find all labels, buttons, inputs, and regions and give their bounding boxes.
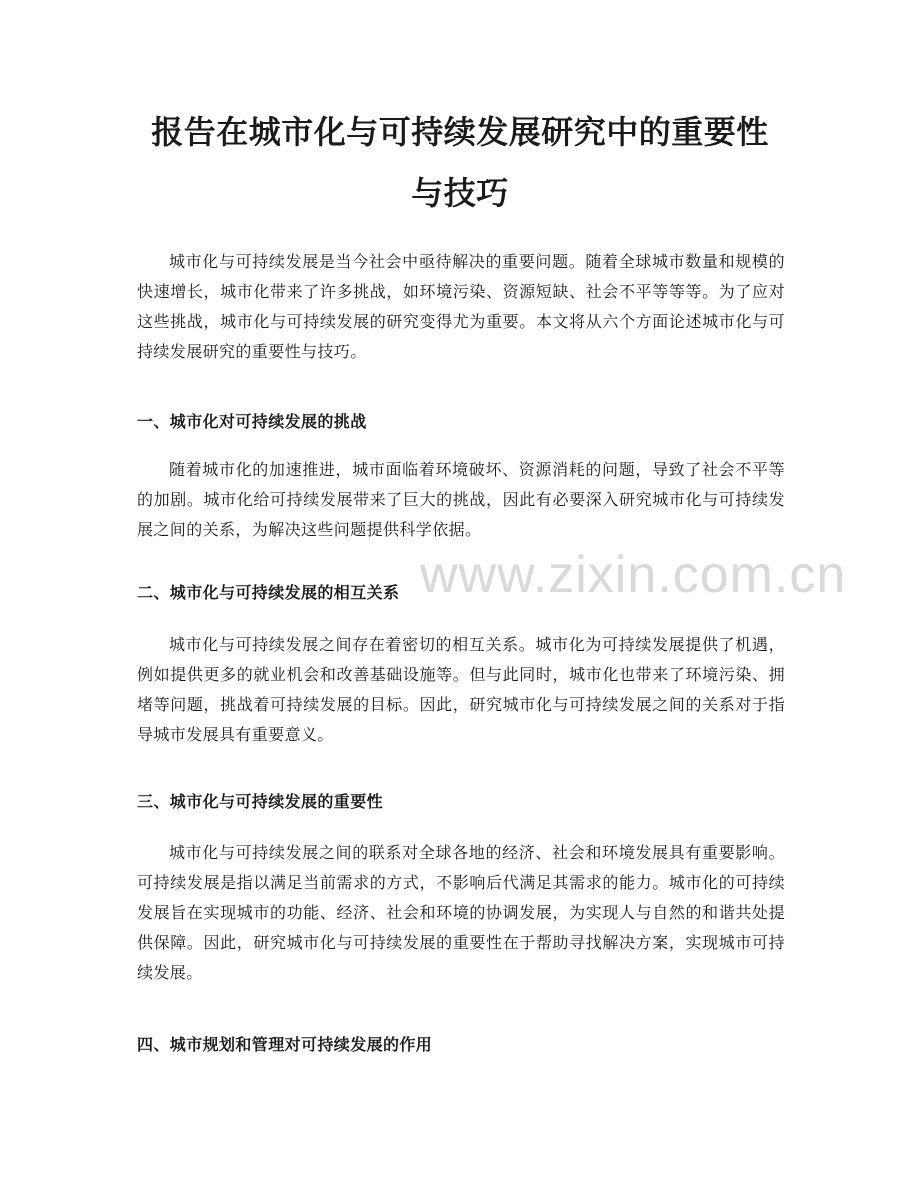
intro-paragraph: 城市化与可持续发展是当今社会中亟待解决的重要问题。随着全球城市数量和规模的快速增长，城市化带来了许多挑战，如环境污染、资源短缺、社会不平等等等。为了应对这些挑战，城市化与可持续发展的研究变得尤为重要。本文将从六个方面论述城市化与可持续发展研究的重要性与技巧。 — [137, 252, 785, 361]
watermark-text: www.zixin.com.cn — [420, 546, 847, 604]
section-4-heading: 四、城市规划和管理对可持续发展的作用 — [137, 1035, 433, 1054]
section-3-paragraph: 城市化与可持续发展之间的联系对全球各地的经济、社会和环境发展具有重要影响。可持续发展是指以满足当前需求的方式，不影响后代满足其需求的能力。城市化的可持续发展旨在实现城市的功能、经济、社会和环境的协调发展，为实现人与自然的和谐共处提供保障。因此，研究城市化与可持续发展的重要性在于帮助寻找解决方案，实现城市可持续发展。 — [137, 843, 785, 982]
document-title-line-2: 与技巧 — [411, 174, 509, 212]
section-1-heading: 一、城市化对可持续发展的挑战 — [137, 412, 367, 431]
document-title-line-1: 报告在城市化与可持续发展研究中的重要性 — [151, 113, 769, 151]
section-3-heading: 三、城市化与可持续发展的重要性 — [137, 792, 384, 811]
section-2-heading: 二、城市化与可持续发展的相互关系 — [137, 583, 400, 602]
section-2-paragraph: 城市化与可持续发展之间存在着密切的相互关系。城市化为可持续发展提供了机遇，例如提供更多的就业机会和改善基础设施等。但与此同时，城市化也带来了环境污染、拥堵等问题，挑战着可持续发展的目标。因此，研究城市化与可持续发展之间的关系对于指导城市发展具有重要意义。 — [137, 635, 785, 744]
section-1-paragraph: 随着城市化的加速推进，城市面临着环境破坏、资源消耗的问题，导致了社会不平等的加剧。城市化给可持续发展带来了巨大的挑战，因此有必要深入研究城市化与可持续发展之间的关系，为解决这些问题提供科学依据。 — [137, 460, 785, 539]
